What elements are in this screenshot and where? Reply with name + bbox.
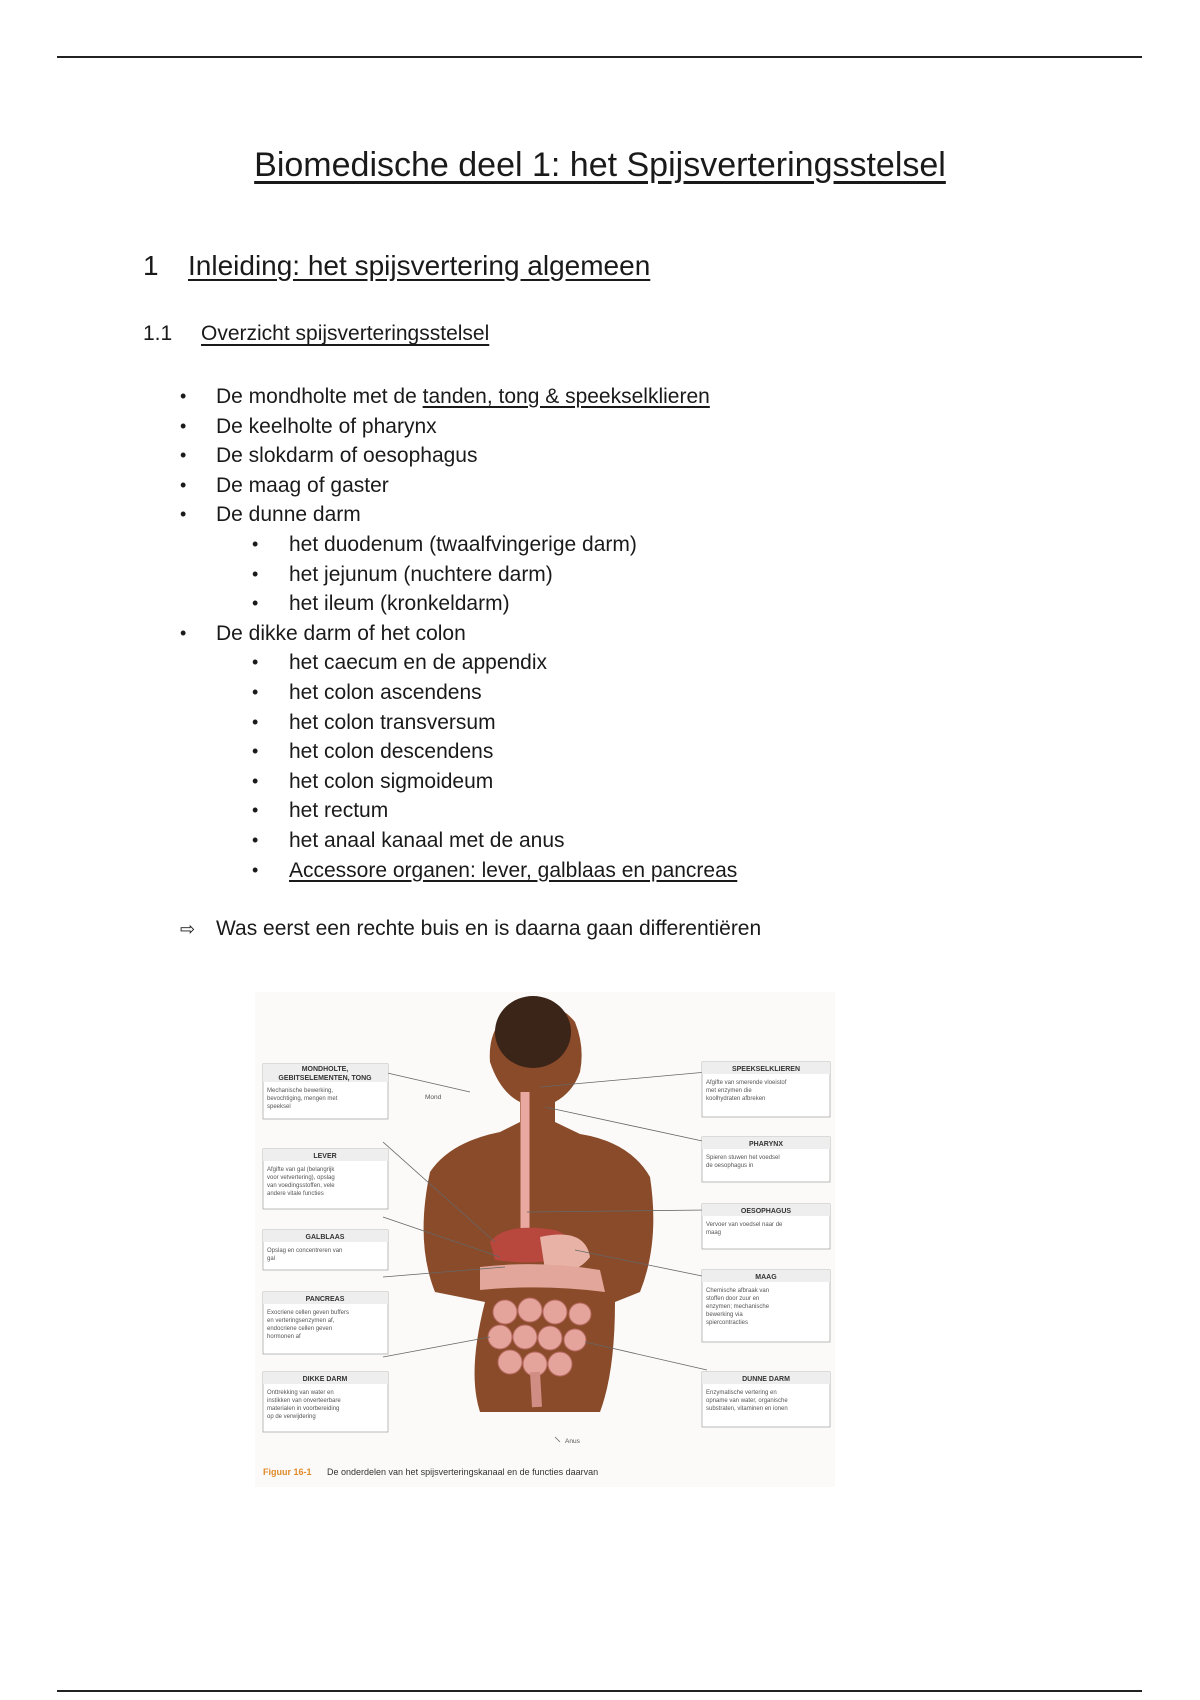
label-box-maag [702, 1270, 830, 1342]
list-item-text: het caecum en de appendix [289, 651, 548, 675]
svg-text:bewerking via: bewerking via [706, 1312, 743, 1318]
list-item-text: De maag of gaster [216, 473, 389, 497]
list-item-text: het colon sigmoideum [289, 769, 494, 793]
sub-list-item [0, 737, 1200, 767]
list-item-text: De dunne darm [216, 503, 361, 527]
svg-text:Chemische afbraak van: Chemische afbraak van [706, 1288, 770, 1294]
svg-text:Enzymatische vertering en: Enzymatische vertering en [706, 1390, 777, 1396]
label-box-pharynx [702, 1137, 830, 1182]
sub-list-item [0, 708, 1200, 738]
list-item-text: De mondholte met de [216, 385, 423, 408]
list-item-text: het jejunum (nuchtere darm) [289, 562, 553, 586]
bullet: • [252, 770, 259, 791]
label-anus: Anus [565, 1438, 580, 1445]
bullet: • [180, 622, 187, 643]
label-box-galblaas [263, 1230, 388, 1270]
bullet: • [180, 415, 187, 436]
organ-list [0, 382, 1200, 885]
svg-text:OESOPHAGUS: OESOPHAGUS [740, 1208, 792, 1215]
figure-caption-text: De onderdelen van het spijsverteringskanaal en de functies daarvan [327, 1467, 599, 1477]
section-heading [143, 250, 650, 282]
top-rule [57, 56, 1142, 58]
svg-text:en verteringsenzymen af,: en verteringsenzymen af, [267, 1318, 335, 1324]
bullet: • [252, 681, 259, 702]
svg-text:MAAG: MAAG [755, 1274, 777, 1281]
page-title: Biomedische deel 1: het Spijsverteringsstelsel [254, 146, 946, 184]
figure-caption-label: Figuur 16-1 [263, 1467, 312, 1477]
subsection-title: Overzicht spijsverteringsstelsel [201, 322, 490, 345]
right-label-boxes [702, 1062, 830, 1427]
bullet: • [252, 859, 259, 880]
label-box-pancreas [263, 1292, 388, 1354]
label-box-speekselklieren [702, 1062, 830, 1117]
sub-list-item [0, 796, 1200, 826]
list-item-text: het duodenum (twaalfvingerige darm) [289, 532, 637, 556]
svg-text:materialen in voorbereiding: materialen in voorbereiding [267, 1406, 340, 1412]
bullet: • [180, 445, 187, 466]
label-mond: Mond [425, 1094, 442, 1101]
svg-text:GALBLAAS: GALBLAAS [305, 1234, 345, 1241]
svg-text:DUNNE DARM: DUNNE DARM [742, 1376, 790, 1383]
list-item [0, 500, 1200, 530]
bullet: • [252, 593, 259, 614]
svg-text:MONDHOLTE,: MONDHOLTE, [301, 1066, 349, 1073]
svg-text:op de verwijdering: op de verwijdering [267, 1414, 316, 1420]
list-item-text: het colon transversum [289, 710, 496, 734]
svg-text:PHARYNX: PHARYNX [749, 1141, 783, 1148]
svg-text:DIKKE DARM: DIKKE DARM [302, 1376, 348, 1383]
list-item-text: De slokdarm of oesophagus [216, 444, 478, 468]
svg-text:Mechanische bewerking,: Mechanische bewerking, [267, 1088, 334, 1094]
sub-list-item [0, 826, 1200, 856]
list-item-text: het ileum (kronkeldarm) [289, 592, 510, 616]
svg-text:SPEEKSELKLIEREN: SPEEKSELKLIEREN [731, 1066, 801, 1073]
list-item-text: Accessore organen: lever, galblaas en pancreas [289, 858, 738, 882]
label-box-mondholte [263, 1064, 388, 1119]
bullet: • [252, 800, 259, 821]
svg-text:Onttrekking van water en: Onttrekking van water en [267, 1390, 334, 1396]
sub-list-item [0, 678, 1200, 708]
bullet: • [252, 711, 259, 732]
svg-text:spiercontracties: spiercontracties [706, 1320, 749, 1326]
list-item-text: De dikke darm of het colon [216, 621, 466, 645]
list-item [0, 412, 1200, 442]
svg-text:Afgifte van smerende vloeistof: Afgifte van smerende vloeistof [706, 1080, 787, 1086]
svg-text:substraten, vitaminen en ionen: substraten, vitaminen en ionen [706, 1406, 788, 1412]
svg-text:instikken van onverteerbare: instikken van onverteerbare [267, 1398, 341, 1404]
subsection-heading [143, 322, 489, 346]
svg-text:de oesophagus in: de oesophagus in [706, 1163, 754, 1169]
bullet: • [180, 386, 187, 406]
bullet: • [180, 504, 187, 525]
bullet: • [252, 652, 259, 673]
svg-text:met enzymen die: met enzymen die [706, 1088, 752, 1094]
sub-list-item [0, 767, 1200, 797]
sub-list-item [0, 560, 1200, 590]
sub-list-item [0, 589, 1200, 619]
svg-text:endocriene cellen geven: endocriene cellen geven [267, 1326, 333, 1332]
list-item-text: het colon descendens [289, 740, 494, 764]
svg-text:voor vetvertering), opslag: voor vetvertering), opslag [267, 1175, 335, 1181]
svg-text:speeksel: speeksel [267, 1104, 291, 1110]
svg-text:PANCREAS: PANCREAS [305, 1296, 345, 1303]
svg-text:LEVER: LEVER [313, 1153, 337, 1160]
bottom-rule [57, 1690, 1142, 1692]
list-item-underlined: tanden, tong & speekselklieren [422, 385, 710, 408]
svg-text:stoffen door zuur en: stoffen door zuur en [706, 1296, 760, 1302]
svg-text:andere vitale functies: andere vitale functies [267, 1191, 324, 1197]
svg-text:Vervoer van voedsel naar de: Vervoer van voedsel naar de [706, 1222, 783, 1228]
section-number: 1 [143, 250, 159, 281]
list-item-text: De keelholte of pharynx [216, 414, 437, 438]
svg-text:koolhydraten afbreken: koolhydraten afbreken [706, 1096, 766, 1102]
list-item [0, 471, 1200, 501]
svg-text:enzymen; mechanische: enzymen; mechanische [706, 1304, 770, 1310]
digestive-system-figure [255, 992, 835, 1487]
list-item-text: het colon ascendens [289, 680, 482, 704]
sub-list-item [0, 856, 1200, 886]
anatomy-illustration [255, 992, 835, 1487]
subsection-number: 1.1 [143, 322, 173, 345]
list-item [0, 619, 1200, 649]
svg-text:van voedingsstoffen, vele: van voedingsstoffen, vele [267, 1183, 335, 1189]
list-item-text: het rectum [289, 799, 389, 823]
conclusion-text: Was eerst een rechte buis en is daarna gaan differentiëren [216, 917, 762, 940]
list-item [0, 441, 1200, 471]
svg-text:opname van water, organische: opname van water, organische [706, 1398, 788, 1404]
list-item-text: het anaal kanaal met de anus [289, 828, 565, 852]
svg-text:Afgifte van gal (belangrijk: Afgifte van gal (belangrijk [267, 1167, 335, 1173]
svg-text:Exocriene cellen geven buffers: Exocriene cellen geven buffers [267, 1310, 349, 1316]
sub-list-item [0, 530, 1200, 560]
svg-text:hormonen af: hormonen af [267, 1334, 301, 1340]
label-box-oesophagus [702, 1204, 830, 1249]
bullet: • [252, 533, 259, 554]
section-title: Inleiding: het spijsvertering algemeen [188, 250, 651, 281]
svg-text:Spieren stuwen het voedsel: Spieren stuwen het voedsel [706, 1155, 780, 1161]
left-label-boxes [263, 1064, 388, 1432]
svg-text:gal: gal [267, 1256, 276, 1262]
bullet: • [252, 829, 259, 850]
bullet: • [252, 563, 259, 584]
label-box-dikke-darm [263, 1372, 388, 1432]
bullet: • [180, 474, 187, 495]
arrow-icon: ⇨ [180, 919, 196, 939]
svg-text:GEBITSELEMENTEN, TONG: GEBITSELEMENTEN, TONG [278, 1075, 372, 1082]
sub-list-item [0, 648, 1200, 678]
svg-text:maag: maag [706, 1230, 722, 1236]
list-item [0, 382, 1200, 412]
svg-text:bevochtiging, mengen met: bevochtiging, mengen met [267, 1096, 338, 1102]
svg-text:Opslag en concentreren van: Opslag en concentreren van [267, 1248, 343, 1254]
label-box-dunne-darm [702, 1372, 830, 1427]
label-box-lever [263, 1149, 388, 1209]
bullet: • [252, 741, 259, 762]
